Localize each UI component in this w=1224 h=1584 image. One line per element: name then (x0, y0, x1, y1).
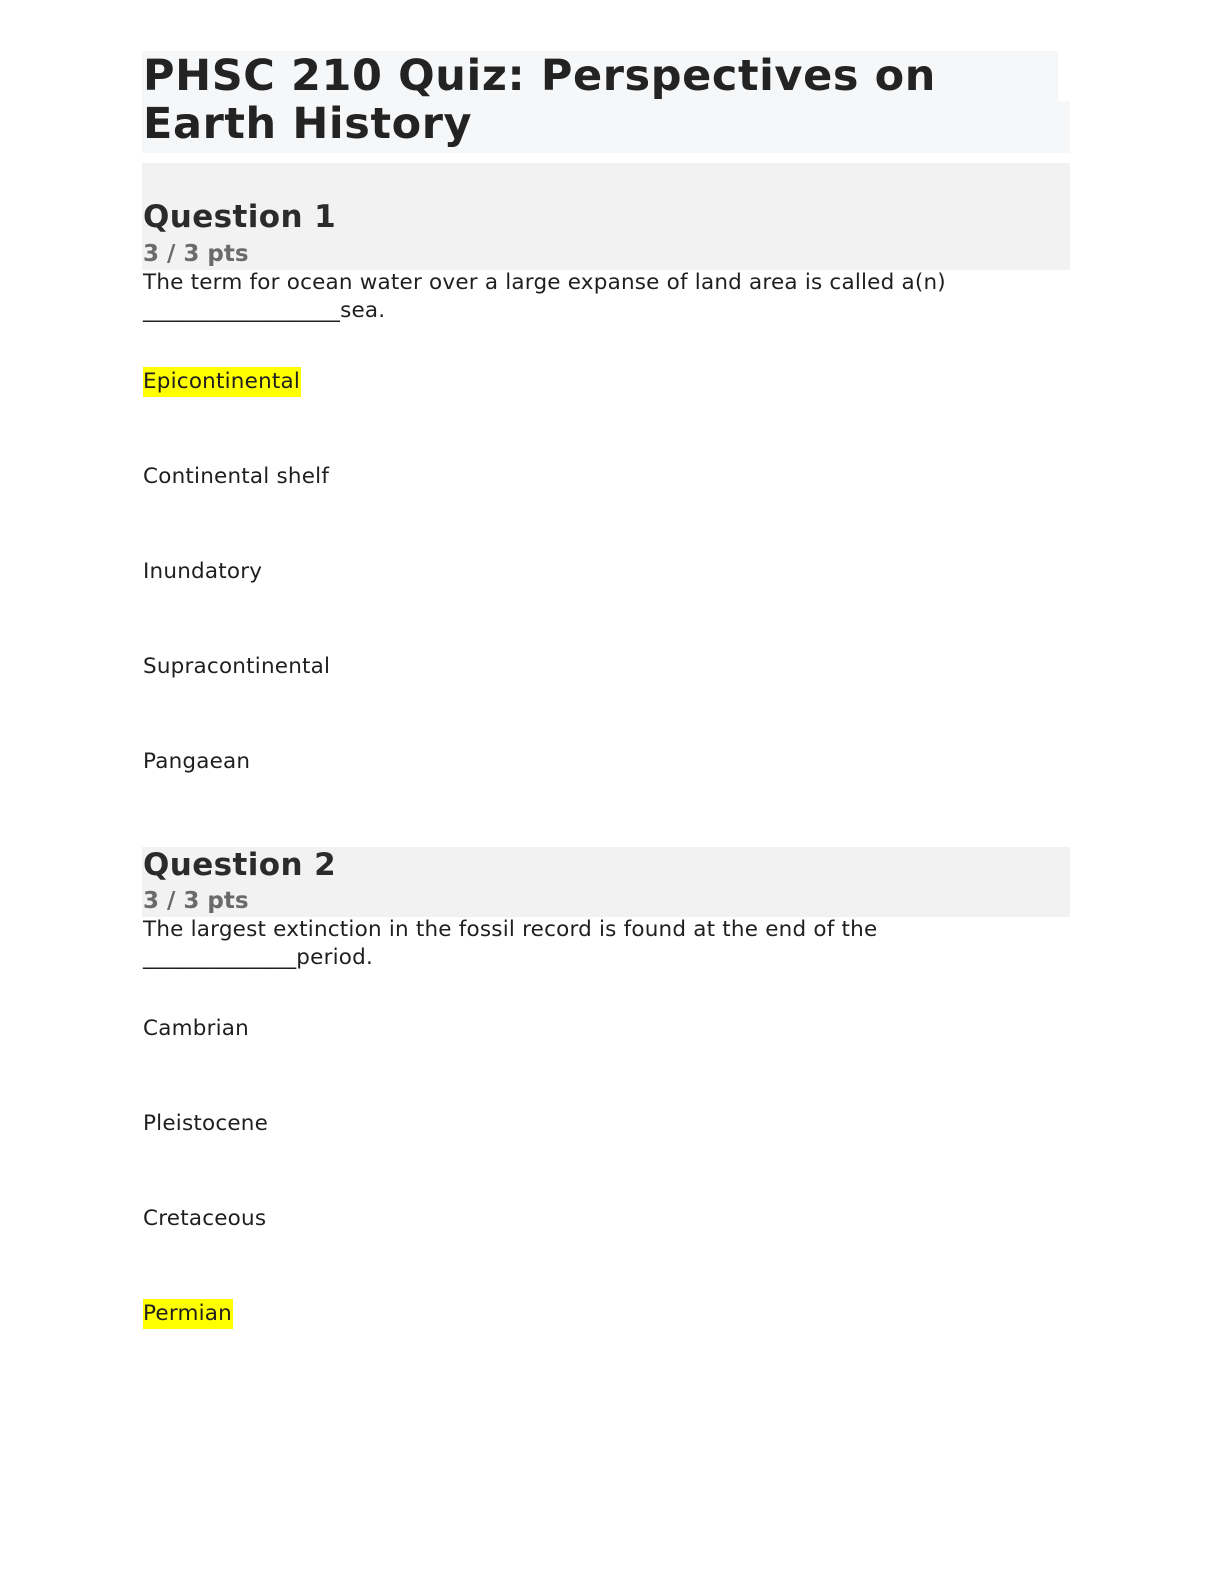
question-2-option-3-label: Cretaceous (143, 1206, 267, 1231)
question-1-option-2-label: Continental shelf (143, 464, 330, 489)
question-1-option-4-label: Supracontinental (143, 654, 331, 679)
question-1-option-3-label: Inundatory (143, 559, 263, 584)
question-1-option-1[interactable] (143, 368, 301, 396)
question-2-title: Question 2 (143, 847, 337, 883)
question-2-option-2-label: Pleistocene (143, 1111, 269, 1136)
question-2-text (143, 916, 1023, 972)
question-2-option-4[interactable] (143, 1300, 233, 1328)
question-1-option-2[interactable] (143, 463, 329, 491)
question-1-title: Question 1 (143, 199, 337, 235)
question-1-option-4[interactable] (143, 653, 330, 681)
question-1-points: 3 / 3 pts (143, 241, 249, 267)
question-2-text-line1: The largest extinction in the fossil record is found at the end of the (143, 917, 878, 942)
question-2-option-1-label: Cambrian (143, 1016, 249, 1041)
question-1-text-line1: The term for ocean water over a large expanse of land area is called a(n) (143, 270, 946, 295)
question-1-text-line2: __________________sea. (143, 298, 386, 323)
question-1-text (143, 269, 1023, 325)
question-1-option-3[interactable] (143, 558, 262, 586)
question-1-option-5-label: Pangaean (143, 749, 251, 774)
question-1-option-1-label: Epicontinental (143, 367, 301, 397)
question-2-option-1[interactable] (143, 1015, 249, 1043)
question-1-option-5[interactable] (143, 748, 250, 776)
page-title: PHSC 210 Quiz: Perspectives on Earth History (143, 51, 936, 149)
question-2-option-2[interactable] (143, 1110, 268, 1138)
question-2-option-3[interactable] (143, 1205, 266, 1233)
question-2-text-line2: ______________period. (143, 945, 374, 970)
question-2-points: 3 / 3 pts (143, 888, 249, 914)
question-2-option-4-label: Permian (143, 1299, 233, 1329)
